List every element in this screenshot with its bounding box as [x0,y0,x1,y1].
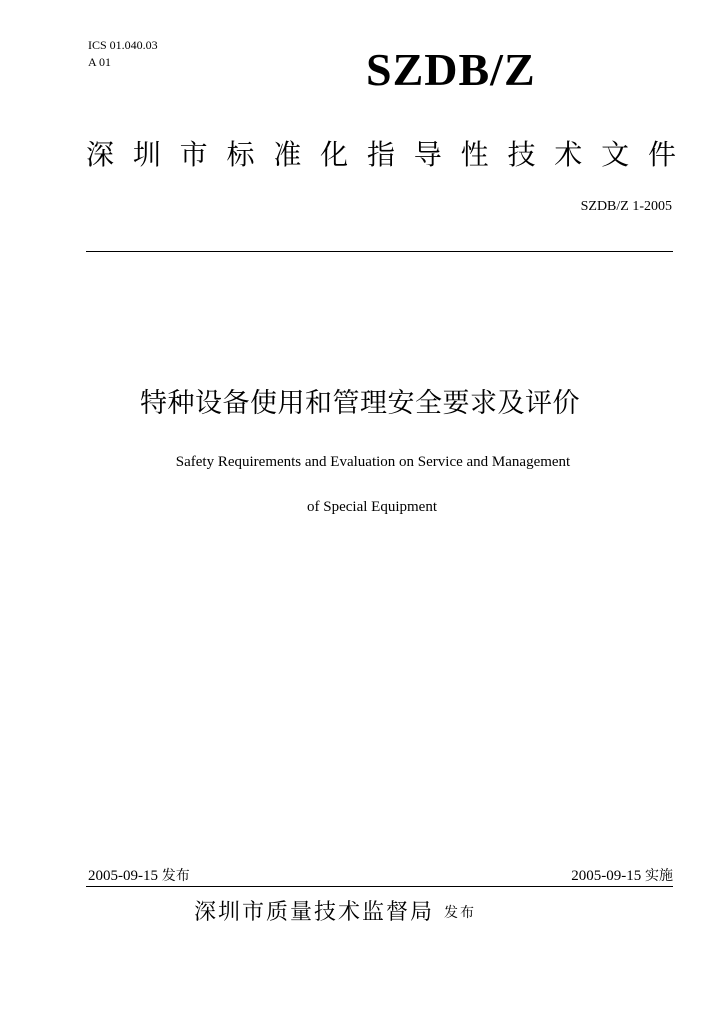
document-type-char: 技 [507,138,536,171]
issuer-suffix: 发布 [444,905,477,921]
top-divider [86,251,673,252]
title-english-line1: Safety Requirements and Evaluation on Service and Management [175,454,571,470]
document-type-char: 件 [647,138,676,171]
implementation-label: 实施 [645,868,673,884]
classification-code: A 01 [88,55,112,69]
issuer-line [194,898,476,928]
issue-date: 2005-09-15 [88,868,158,884]
document-type-char: 性 [460,138,489,171]
bottom-divider [86,886,673,887]
title-english-line2: of Special Equipment [307,499,437,515]
title-chinese: 特种设备使用和管理安全要求及评价 [140,388,580,419]
document-number: SZDB/Z 1-2005 [580,199,672,214]
document-type-char: 化 [320,138,349,171]
issue-date-line [88,866,190,886]
document-type-char: 术 [554,138,583,171]
implementation-date-line [460,866,673,886]
issue-label: 发布 [161,868,190,884]
document-type-char: 准 [273,138,302,171]
document-type-char: 标 [226,138,255,171]
issuer-name: 深圳市质量技术监督局 [194,900,435,925]
document-type-char: 圳 [132,138,161,171]
ics-code: ICS 01.040.03 [88,38,158,52]
document-type-char: 导 [413,138,442,171]
document-type-char: 深 [86,138,115,171]
series-mark: SZDB/Z [366,44,536,95]
document-type-char: 文 [601,138,630,171]
implementation-date: 2005-09-15 [571,868,642,884]
document-type-heading [86,138,676,172]
document-type-char: 指 [366,138,395,171]
document-type-char: 市 [179,138,208,171]
